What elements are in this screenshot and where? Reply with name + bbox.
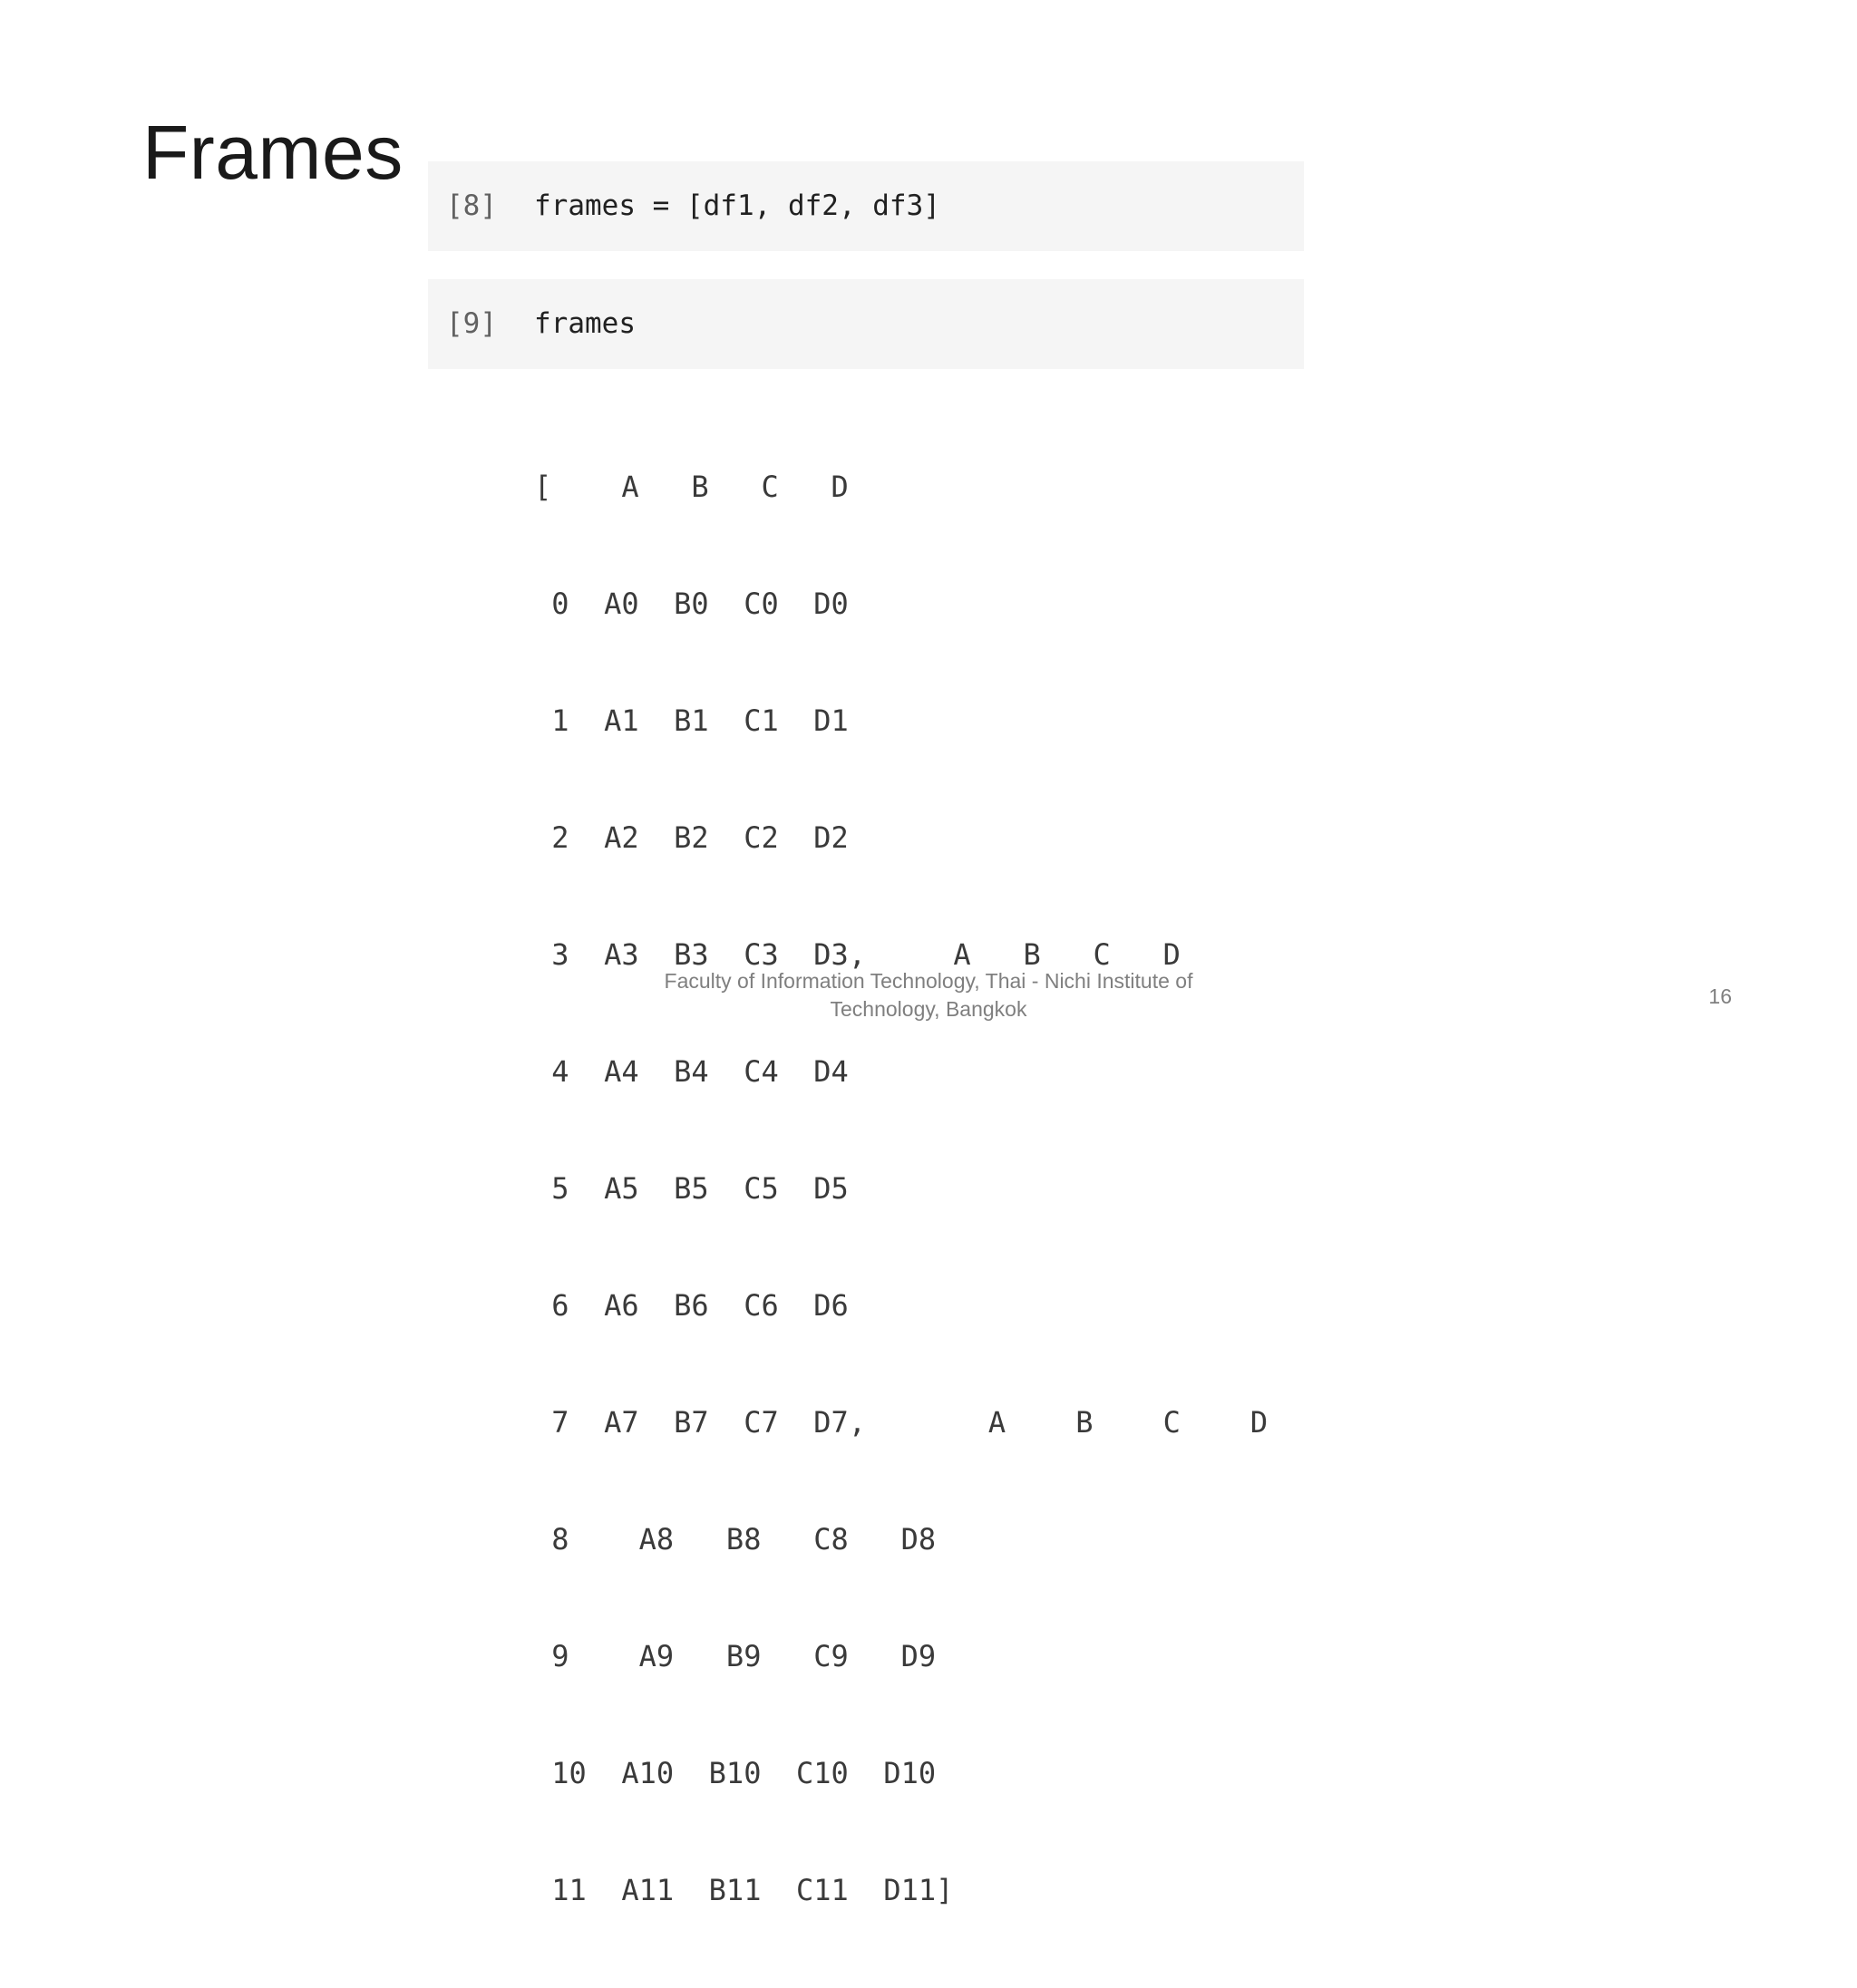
output-line: 5 A5 B5 C5 D5	[534, 1171, 849, 1206]
output-line: 2 A2 B2 C2 D2	[534, 820, 849, 855]
cell-prompt: [8]	[446, 189, 497, 222]
output-line: 7 A7 B7 C7 D7, A B C D	[534, 1405, 1269, 1440]
output-line: 1 A1 B1 C1 D1	[534, 703, 849, 738]
output-line: 11 A11 B11 C11 D11]	[534, 1873, 954, 1907]
output-line: 0 A0 B0 C0 D0	[534, 587, 849, 621]
output-line: 4 A4 B4 C4 D4	[534, 1054, 849, 1089]
footer-line-1: Faculty of Information Technology, Thai - Nichi Institute of	[664, 969, 1193, 993]
page-number: 16	[1708, 984, 1732, 1008]
output-line: 10 A10 B10 C10 D10	[534, 1756, 937, 1790]
output-line: 6 A6 B6 C6 D6	[534, 1288, 849, 1323]
cell-code: frames	[534, 307, 636, 340]
output-line: 3 A3 B3 C3 D3, A B C D	[534, 937, 1181, 972]
code-cell-8	[428, 161, 1304, 251]
slide-footer	[635, 967, 1222, 1023]
slide-title: Frames	[142, 110, 403, 195]
output-line: 9 A9 B9 C9 D9	[534, 1639, 937, 1673]
output-line: 8 A8 B8 C8 D8	[534, 1522, 937, 1556]
code-cell-9	[428, 279, 1304, 369]
footer-line-2: Technology, Bangkok	[830, 997, 1027, 1021]
cell-code: frames = [df1, df2, df3]	[534, 189, 940, 222]
output-line: [ A B C D	[534, 470, 849, 504]
cell-prompt: [9]	[446, 307, 497, 340]
cell-output	[534, 390, 1268, 1988]
